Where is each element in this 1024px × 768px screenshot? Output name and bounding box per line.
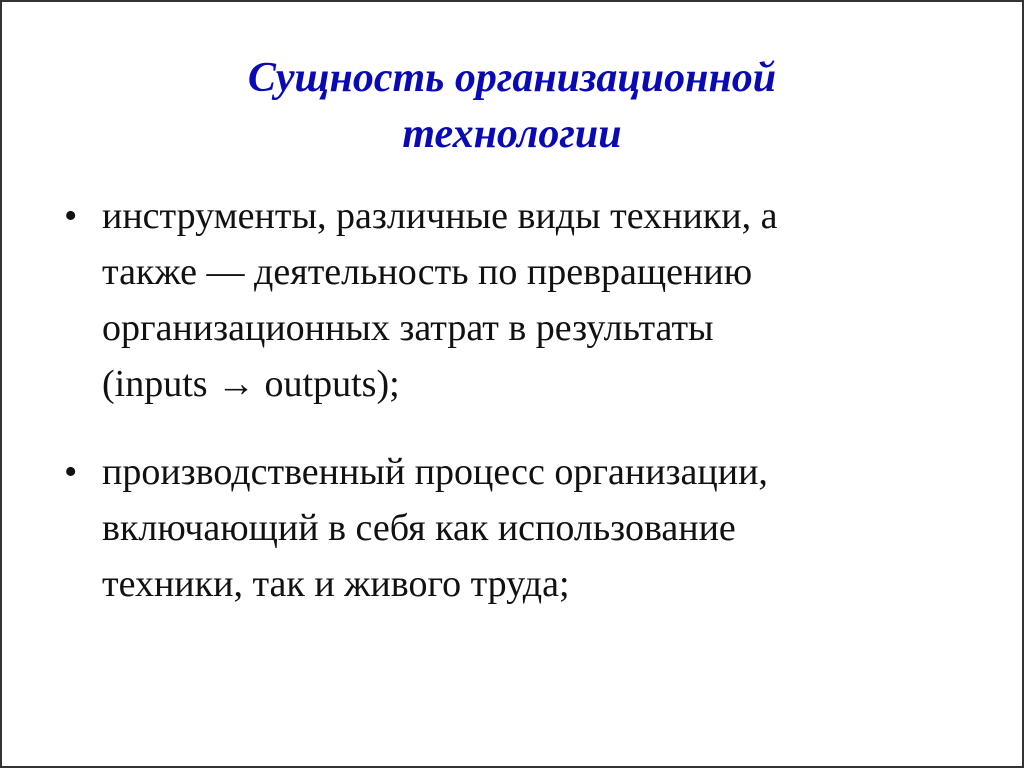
bullet-icon: • xyxy=(64,451,78,493)
bullet-item xyxy=(62,444,962,612)
bullet-list xyxy=(62,188,962,644)
bullet-icon: • xyxy=(64,195,78,237)
bullet-item xyxy=(62,188,962,412)
bullet-line: включающий в себя как использование xyxy=(102,507,736,549)
bullet-line: производственный процесс организации, xyxy=(102,451,768,493)
bullet-line: организационных затрат в результаты xyxy=(102,307,714,349)
bullet-line: (inputs → outputs); xyxy=(102,363,400,405)
bullet-line: инструменты, различные виды техники, а xyxy=(102,195,778,237)
title-line: Сущность организационной xyxy=(247,55,777,101)
bullet-line: также — деятельность по превращению xyxy=(102,251,753,293)
slide-title xyxy=(2,50,1022,162)
title-line: технологии xyxy=(402,111,622,157)
bullet-line: техники, так и живого труда; xyxy=(102,563,570,605)
